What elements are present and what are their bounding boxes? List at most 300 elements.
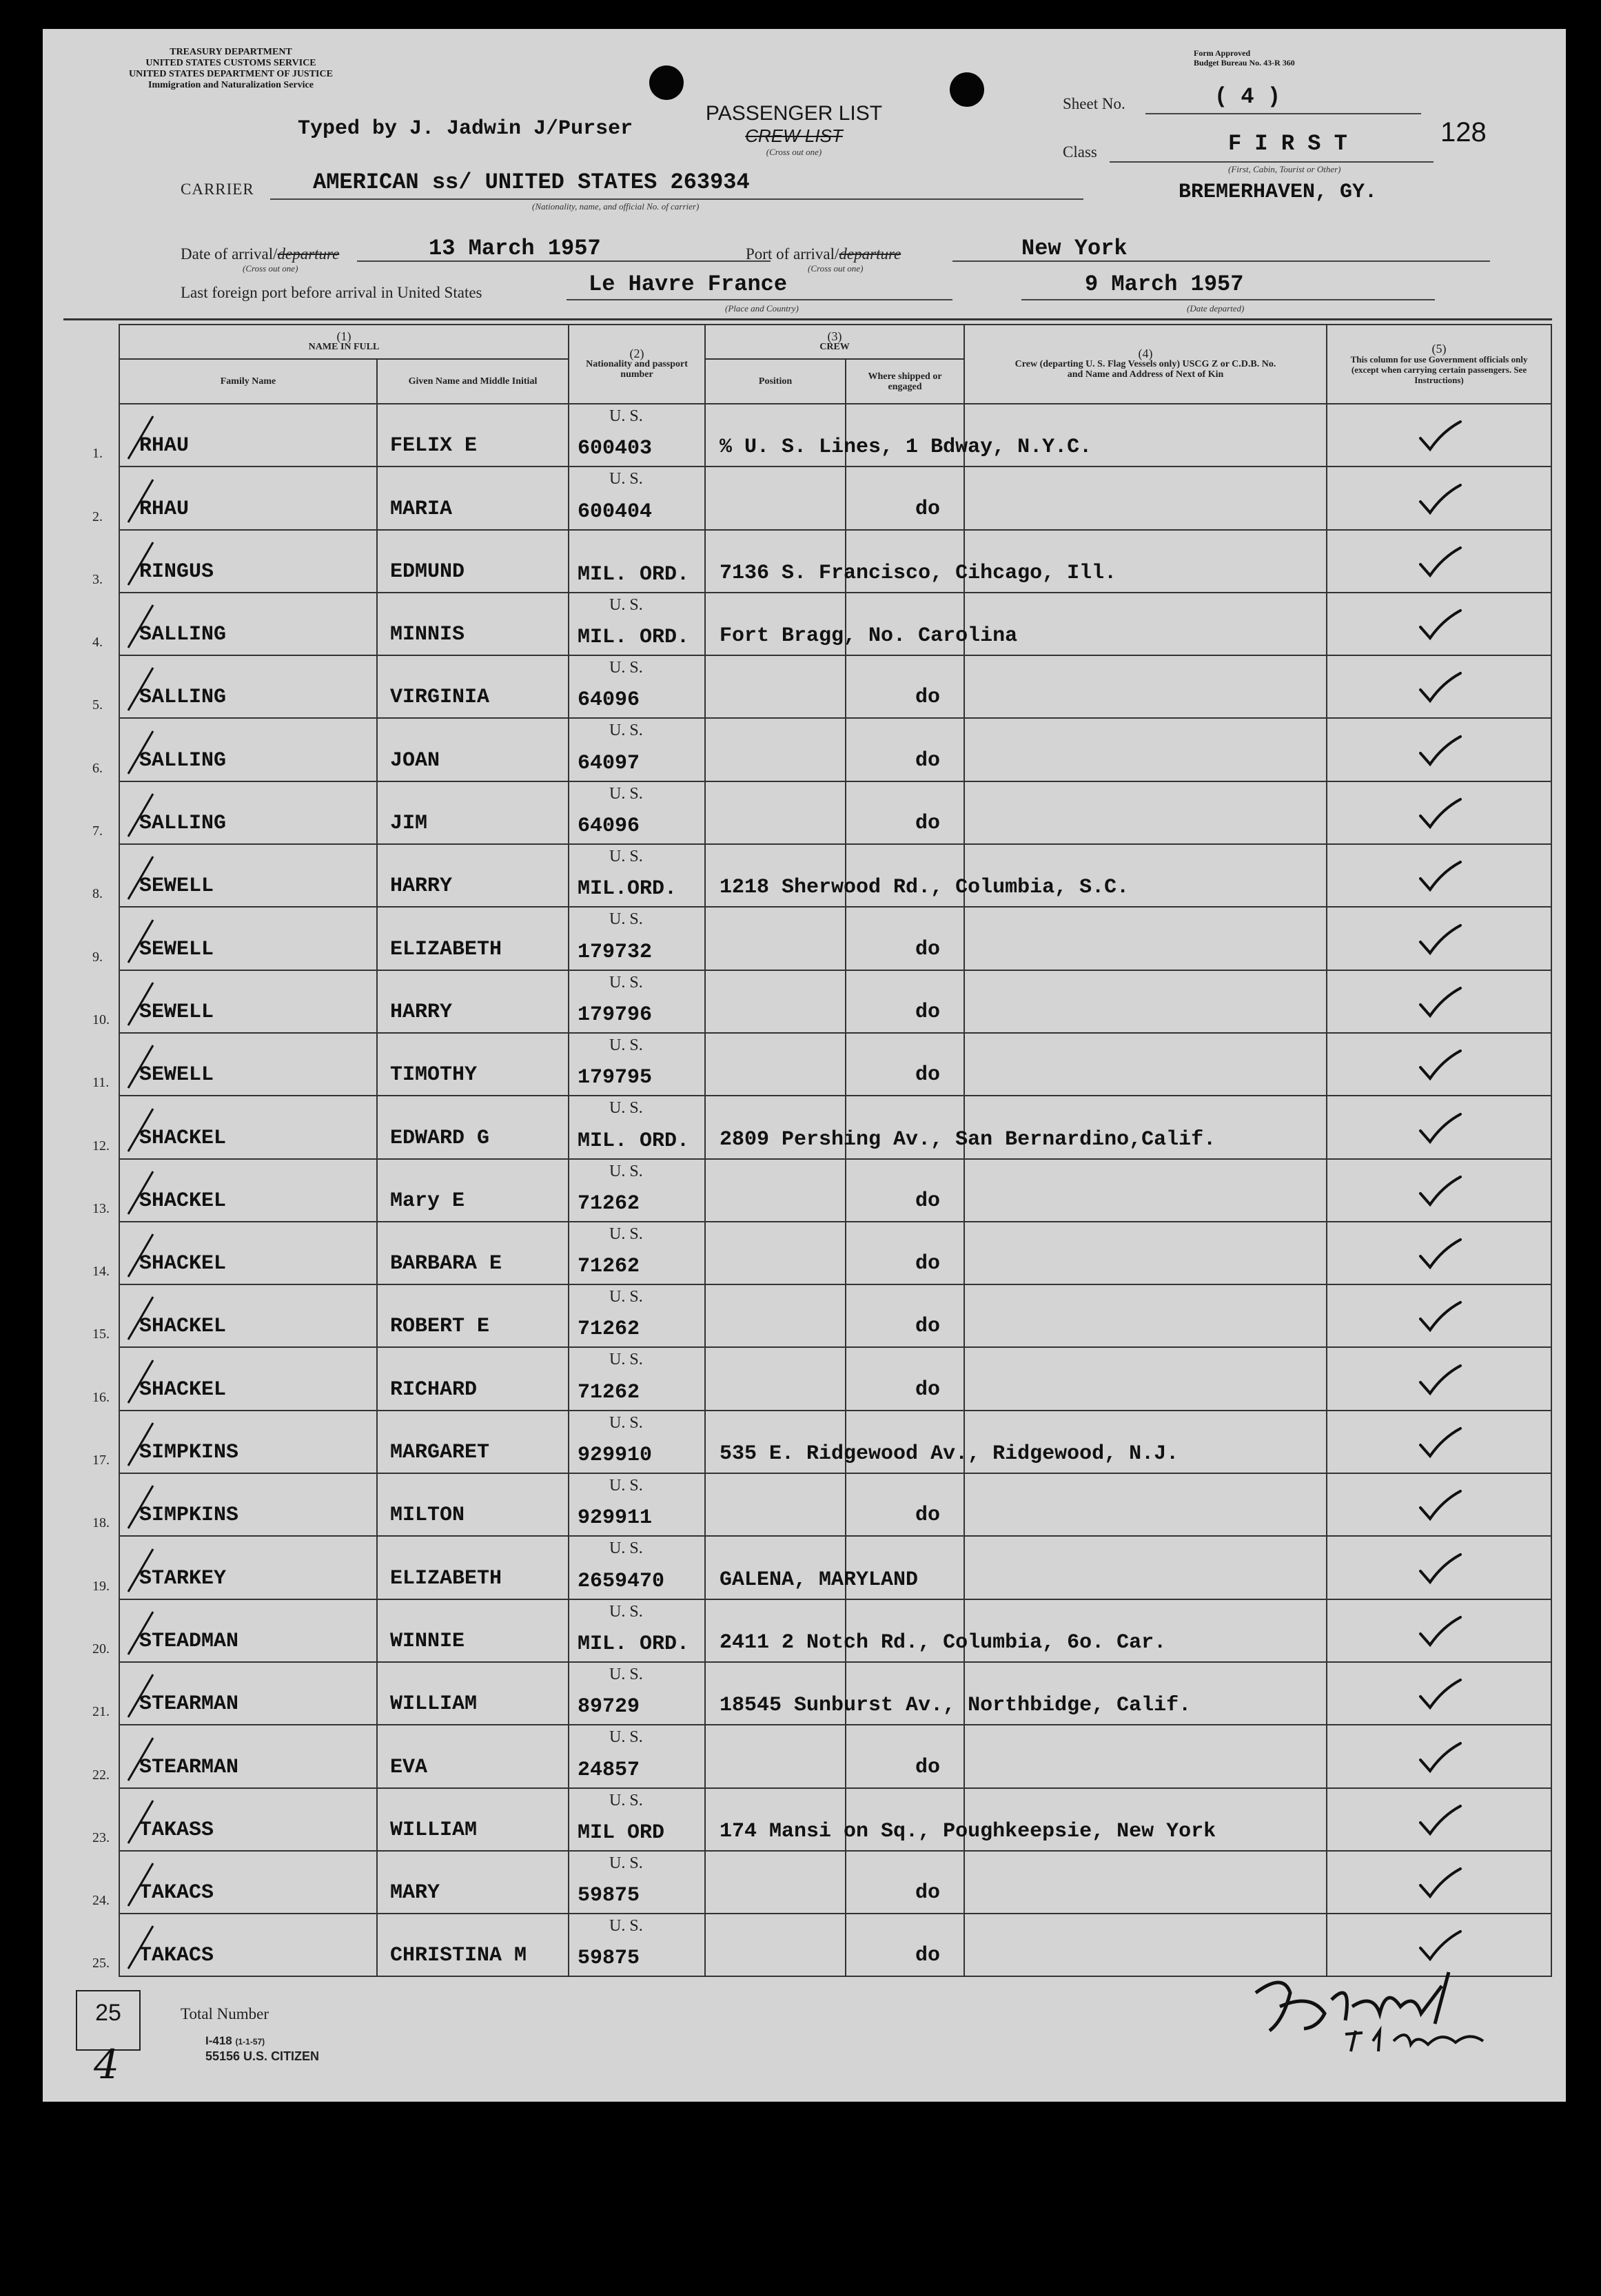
nationality: U. S. <box>609 1917 643 1936</box>
given-name: ELIZABETH <box>390 1566 502 1590</box>
list-type-crew: CREW LIST <box>745 125 843 146</box>
tick-slash-icon <box>125 1043 157 1091</box>
passport-number: 600403 <box>578 437 653 461</box>
official-check <box>1415 1444 1463 1467</box>
table-row <box>119 1411 1551 1473</box>
passport-number: 179732 <box>578 940 653 964</box>
position-cell <box>705 1599 1167 1662</box>
given-name-cell <box>377 655 569 718</box>
family-name-cell <box>92 655 377 718</box>
passport-number: 929911 <box>578 1506 653 1530</box>
punch-hole-left <box>649 65 684 100</box>
table-row <box>119 970 1551 1033</box>
given-name: EVA <box>390 1755 428 1779</box>
where-shipped-cell <box>846 1411 964 1473</box>
position-cell <box>705 530 1117 593</box>
official-check-cell <box>1327 1284 1551 1347</box>
given-name-cell <box>377 1914 569 1976</box>
form-approved-text: Form Approved <box>1194 48 1251 58</box>
table-row <box>119 593 1551 655</box>
where-shipped-cell <box>846 467 964 529</box>
position-cell <box>705 1411 1179 1473</box>
where-shipped-cell <box>846 1851 964 1914</box>
official-check <box>1415 814 1463 838</box>
official-check-cell <box>1327 530 1551 593</box>
check-mark-icon <box>1415 1363 1463 1397</box>
family-name: RHAU <box>139 497 190 521</box>
row-number: 8. <box>92 886 103 902</box>
next-of-kin-cell <box>964 1473 1327 1536</box>
given-name-cell <box>377 1725 569 1787</box>
tick-slash-icon <box>125 1735 157 1783</box>
where-shipped-cell <box>846 1473 964 1536</box>
next-of-kin-cell <box>964 593 1327 655</box>
col-5-title: This column for use Government officials only (except when carrying certain passengers. See Instructions) <box>1350 353 1528 385</box>
family-name-cell <box>92 1662 377 1725</box>
given-name-cell <box>377 1788 569 1851</box>
ditto-mark: do <box>915 1504 941 1528</box>
official-check <box>1415 1570 1463 1593</box>
given-name: VIRGINIA <box>390 686 490 710</box>
class-note: (First, Cabin, Tourist or Other) <box>1228 164 1341 174</box>
position-cell <box>705 718 846 781</box>
ditto-mark: do <box>915 937 941 961</box>
given-name: JIM <box>390 812 428 836</box>
given-name: TIMOTHY <box>390 1063 478 1087</box>
official-check-cell <box>1327 1473 1551 1536</box>
row-number: 7. <box>92 823 103 839</box>
tick-slash-icon <box>125 1861 157 1909</box>
dept-line: Immigration and Naturalization Service <box>148 80 314 90</box>
nationality: U. S. <box>609 595 643 614</box>
ditto-mark: do <box>915 1063 941 1087</box>
given-name: WINNIE <box>390 1629 465 1653</box>
passport-number: 71262 <box>578 1318 640 1342</box>
tick-slash-icon <box>125 1106 157 1154</box>
table-row <box>119 1536 1551 1599</box>
passport-number: 89729 <box>578 1695 640 1719</box>
given-name: ELIZABETH <box>390 937 502 961</box>
check-mark-icon <box>1415 1741 1463 1775</box>
nationality: U. S. <box>609 1854 643 1872</box>
form-no-text: I-418 <box>205 2034 232 2047</box>
col-3-num: (3) <box>827 329 842 343</box>
table-row <box>119 844 1551 907</box>
col-1-title: NAME IN FULL <box>308 342 380 352</box>
given-name: WILLIAM <box>390 1818 478 1842</box>
official-check <box>1415 941 1463 964</box>
date-arrival-label <box>181 245 339 263</box>
official-check-cell <box>1327 1725 1551 1787</box>
form-approved <box>1194 48 1295 68</box>
check-mark-icon <box>1415 734 1463 768</box>
given-name: MINNIS <box>390 623 465 647</box>
where-shipped-cell <box>846 1662 964 1725</box>
tick-slash-icon <box>125 1672 157 1720</box>
official-check-cell <box>1327 907 1551 970</box>
nationality-cell <box>569 1725 705 1787</box>
official-check-cell <box>1327 1411 1551 1473</box>
position-cell <box>705 655 846 718</box>
family-name-cell <box>92 781 377 844</box>
typed-by: Typed by J. Jadwin J/Purser <box>298 117 633 141</box>
row-number: 5. <box>92 697 103 713</box>
row-number: 23. <box>92 1829 110 1845</box>
nationality: U. S. <box>609 1099 643 1118</box>
nationality-cell <box>569 844 705 907</box>
tick-slash-icon <box>125 1483 157 1531</box>
sheet-label: Sheet No. <box>1063 95 1125 112</box>
family-name: SEWELL <box>139 1000 214 1024</box>
next-of-kin-cell <box>964 1284 1327 1347</box>
passport-number: 59875 <box>578 1884 640 1908</box>
passport-number: 71262 <box>578 1191 640 1216</box>
check-mark-icon <box>1415 1111 1463 1146</box>
row-number: 10. <box>92 1012 110 1027</box>
family-name: SALLING <box>139 623 227 647</box>
position-cell <box>705 1096 1216 1158</box>
next-of-kin-cell <box>964 655 1327 718</box>
check-mark-icon <box>1415 482 1463 517</box>
family-name: RHAU <box>139 434 190 458</box>
where-shipped-cell <box>846 404 964 467</box>
arrival-date: 13 March 1957 <box>429 236 601 261</box>
given-name-cell <box>377 1662 569 1725</box>
check-mark-icon <box>1415 1426 1463 1460</box>
where-shipped-cell <box>846 1788 964 1851</box>
position-cell <box>705 1284 846 1347</box>
col-where-shipped: Where shipped or engaged <box>846 359 964 404</box>
nationality: U. S. <box>609 1728 643 1747</box>
table-row <box>119 907 1551 970</box>
dept-line: TREASURY DEPARTMENT <box>170 47 292 57</box>
address-text: % U. S. Lines, 1 Bdway, N.Y.C. <box>720 435 1092 460</box>
row-number: 14. <box>92 1264 110 1280</box>
nationality-cell <box>569 781 705 844</box>
tick-slash-icon <box>125 854 157 902</box>
nationality-cell <box>569 1222 705 1284</box>
official-check-cell <box>1327 1347 1551 1410</box>
passenger-table <box>92 324 1552 1977</box>
tick-slash-icon <box>125 413 157 462</box>
nationality-cell <box>569 718 705 781</box>
address-text: GALENA, MARYLAND <box>720 1568 919 1592</box>
where-shipped-cell <box>846 1914 964 1976</box>
next-of-kin-cell <box>964 718 1327 781</box>
where-shipped-cell <box>846 530 964 593</box>
official-check <box>1415 500 1463 524</box>
family-name-cell <box>92 844 377 907</box>
position-cell <box>705 1159 846 1222</box>
place-note: (Place and Country) <box>725 303 799 314</box>
position-cell <box>705 1851 846 1914</box>
next-of-kin-cell <box>964 1159 1327 1222</box>
where-shipped-cell <box>846 970 964 1033</box>
where-shipped-cell <box>846 1725 964 1787</box>
official-check-cell <box>1327 1536 1551 1599</box>
nationality-cell <box>569 970 705 1033</box>
table-row <box>119 467 1551 529</box>
nationality-cell <box>569 1473 705 1536</box>
port-departure-crossed: departure <box>839 245 901 263</box>
tick-slash-icon <box>125 1546 157 1595</box>
address-text: 535 E. Ridgewood Av., Ridgewood, N.J. <box>720 1442 1179 1466</box>
row-number: 12. <box>92 1138 110 1154</box>
given-name-cell <box>377 1851 569 1914</box>
address-text: 174 Mansi on Sq., Poughkeepsie, New York <box>720 1819 1216 1843</box>
where-shipped-cell <box>846 1096 964 1158</box>
given-name-cell <box>377 1536 569 1599</box>
official-check <box>1415 1066 1463 1089</box>
where-shipped-cell <box>846 718 964 781</box>
check-mark-icon <box>1415 859 1463 894</box>
nationality-cell <box>569 1411 705 1473</box>
row-number: 2. <box>92 509 103 524</box>
nationality-cell <box>569 1662 705 1725</box>
next-of-kin-cell <box>964 1033 1327 1096</box>
tick-slash-icon <box>125 791 157 839</box>
family-name: STEADMAN <box>139 1629 239 1653</box>
nationality-cell <box>569 1914 705 1976</box>
list-type-note: (Cross out one) <box>766 147 822 157</box>
tick-slash-icon <box>125 980 157 1028</box>
list-type-passenger: PASSENGER LIST <box>705 102 883 125</box>
passport-number: 71262 <box>578 1380 640 1404</box>
table-row <box>119 1851 1551 1914</box>
address-text: 18545 Sunburst Av., Northbidge, Calif. <box>720 1694 1192 1718</box>
nationality-cell <box>569 404 705 467</box>
tick-slash-icon <box>125 1609 157 1657</box>
family-name: STARKEY <box>139 1566 227 1590</box>
col-1-num: (1) <box>336 329 351 343</box>
given-name-cell <box>377 1347 569 1410</box>
passport-number: MIL. ORD. <box>578 1632 690 1656</box>
nationality-cell <box>569 1536 705 1599</box>
passport-number: 24857 <box>578 1758 640 1782</box>
tick-slash-icon <box>125 1357 157 1406</box>
table-row <box>119 1725 1551 1787</box>
family-name-cell <box>92 1599 377 1662</box>
official-check-cell <box>1327 593 1551 655</box>
family-name: STEARMAN <box>139 1755 239 1779</box>
position-cell <box>705 1914 846 1976</box>
official-check <box>1415 563 1463 586</box>
row-number: 13. <box>92 1200 110 1216</box>
next-of-kin-cell <box>964 1536 1327 1599</box>
official-check-cell <box>1327 1662 1551 1725</box>
position-cell <box>705 1725 846 1787</box>
table-row <box>119 1033 1551 1096</box>
table-row <box>119 1662 1551 1725</box>
nationality: U. S. <box>609 1224 643 1243</box>
nationality: U. S. <box>609 1665 643 1683</box>
ditto-mark: do <box>915 1377 941 1402</box>
family-name-cell <box>92 1851 377 1914</box>
position-cell <box>705 1788 1216 1851</box>
family-name: SEWELL <box>139 937 214 961</box>
row-number: 16. <box>92 1389 110 1405</box>
position-cell <box>705 1536 919 1599</box>
total-label: Total Number <box>181 2005 269 2022</box>
official-check-cell <box>1327 1033 1551 1096</box>
row-number: 9. <box>92 949 103 965</box>
where-shipped-cell <box>846 844 964 907</box>
given-name: HARRY <box>390 874 453 899</box>
tick-slash-icon <box>125 917 157 965</box>
where-shipped-cell <box>846 1599 964 1662</box>
tick-slash-icon <box>125 728 157 777</box>
ditto-mark: do <box>915 812 941 836</box>
dept-line: UNITED STATES DEPARTMENT OF JUSTICE <box>129 69 333 79</box>
tick-slash-icon <box>125 1169 157 1217</box>
ditto-mark: do <box>915 497 941 521</box>
family-name-cell <box>92 1536 377 1599</box>
col-given-name: Given Name and Middle Initial <box>377 359 569 404</box>
official-check <box>1415 752 1463 775</box>
nationality-cell <box>569 1033 705 1096</box>
ditto-mark: do <box>915 1944 941 1968</box>
given-name: ROBERT E <box>390 1315 490 1339</box>
family-name: SHACKEL <box>139 1315 227 1339</box>
col-2-num: (2) <box>629 347 644 360</box>
official-check <box>1415 1632 1463 1656</box>
check-mark-icon <box>1415 1552 1463 1586</box>
given-name-cell <box>377 593 569 655</box>
given-name-cell <box>377 1284 569 1347</box>
tick-slash-icon <box>125 1294 157 1342</box>
row-number: 20. <box>92 1641 110 1657</box>
nationality: U. S. <box>609 1351 643 1369</box>
date-departure-crossed: departure <box>277 245 340 263</box>
address-text: Fort Bragg, No. Carolina <box>720 624 1018 648</box>
row-number: 25. <box>92 1956 110 1971</box>
nationality: U. S. <box>609 470 643 489</box>
arrival-port: New York <box>1021 236 1128 261</box>
passport-number: MIL ORD <box>578 1821 665 1845</box>
given-name: RICHARD <box>390 1377 478 1402</box>
col-4-title: Crew (departing U. S. Flag Vessels only) USCG Z or C.D.B. No. and Name and Address of Next of Kin <box>1014 359 1276 380</box>
ditto-mark: do <box>915 686 941 710</box>
given-name: FELIX E <box>390 434 478 458</box>
given-name: BARBARA E <box>390 1252 502 1276</box>
where-shipped-cell <box>846 593 964 655</box>
official-check-cell <box>1327 1851 1551 1914</box>
check-mark-icon <box>1415 1929 1463 1963</box>
where-shipped-cell <box>846 907 964 970</box>
table-row <box>119 1284 1551 1347</box>
ditto-mark: do <box>915 1881 941 1905</box>
passport-number: 64097 <box>578 751 640 775</box>
tick-slash-icon <box>125 1231 157 1280</box>
table-row <box>119 1159 1551 1222</box>
page-number: 128 <box>1440 117 1487 147</box>
nationality-cell <box>569 1284 705 1347</box>
table-row <box>119 1599 1551 1662</box>
form-number <box>205 2034 265 2048</box>
port-arrival-text: Port of arrival/ <box>746 245 839 263</box>
passport-number: MIL. ORD. <box>578 562 690 586</box>
nationality-cell <box>569 530 705 593</box>
family-name-cell <box>92 1473 377 1536</box>
family-name: SALLING <box>139 812 227 836</box>
official-check-cell <box>1327 404 1551 467</box>
family-name: SALLING <box>139 748 227 772</box>
check-mark-icon <box>1415 797 1463 831</box>
nationality: U. S. <box>609 973 643 992</box>
carrier-note: (Nationality, name, and official No. of carrier) <box>532 201 700 212</box>
given-name: CHRISTINA M <box>390 1944 527 1968</box>
passport-number: 2659470 <box>578 1569 665 1593</box>
official-check <box>1415 1381 1463 1404</box>
origin-port: BREMERHAVEN, GY. <box>1179 181 1378 204</box>
given-name-cell <box>377 1473 569 1536</box>
passport-number: 929910 <box>578 1444 653 1468</box>
next-of-kin-cell <box>964 781 1327 844</box>
family-name-cell <box>92 530 377 593</box>
nationality: U. S. <box>609 784 643 803</box>
official-check <box>1415 1821 1463 1845</box>
nationality: U. S. <box>609 1162 643 1180</box>
family-name: STEARMAN <box>139 1692 239 1716</box>
family-name: RINGUS <box>139 560 214 584</box>
nationality: U. S. <box>609 1477 643 1495</box>
check-mark-icon <box>1415 419 1463 453</box>
date-departed-note: (Date departed) <box>1187 303 1245 314</box>
ditto-mark: do <box>915 1189 941 1213</box>
tick-slash-icon <box>125 477 157 525</box>
ditto-mark: do <box>915 1000 941 1024</box>
nationality: U. S. <box>609 1036 643 1054</box>
official-check-cell <box>1327 781 1551 844</box>
given-name: HARRY <box>390 1000 453 1024</box>
col-4-num: (4) <box>1138 347 1153 360</box>
col-family-name: Family Name <box>119 359 377 404</box>
passport-number: MIL. ORD. <box>578 1129 690 1153</box>
row-number: 1. <box>92 446 103 462</box>
where-shipped-cell <box>846 1033 964 1096</box>
nationality-cell <box>569 1599 705 1662</box>
family-name-cell <box>92 907 377 970</box>
passport-number: 179796 <box>578 1003 653 1027</box>
family-name-cell <box>92 467 377 529</box>
passport-number: 59875 <box>578 1947 640 1971</box>
passport-number: MIL.ORD. <box>578 877 677 901</box>
dept-line: UNITED STATES CUSTOMS SERVICE <box>145 58 316 68</box>
passport-number: MIL. ORD. <box>578 626 690 650</box>
family-name: SIMPKINS <box>139 1441 239 1465</box>
official-check-cell <box>1327 1788 1551 1851</box>
family-name-cell <box>92 1222 377 1284</box>
given-name-cell <box>377 467 569 529</box>
official-check <box>1415 1695 1463 1719</box>
nationality-cell <box>569 907 705 970</box>
tick-slash-icon <box>125 540 157 588</box>
given-name: MARGARET <box>390 1441 490 1465</box>
official-check-cell <box>1327 1096 1551 1158</box>
table-row <box>119 718 1551 781</box>
sheet-value: ( 4 ) <box>1214 84 1281 110</box>
position-cell <box>705 844 1130 907</box>
given-name-cell <box>377 1599 569 1662</box>
nationality: U. S. <box>609 1288 643 1306</box>
nationality-cell <box>569 593 705 655</box>
port-cross-note: (Cross out one) <box>808 263 864 274</box>
dept-block <box>69 47 393 91</box>
given-name-cell <box>377 1159 569 1222</box>
official-check-cell <box>1327 718 1551 781</box>
ditto-mark: do <box>915 748 941 772</box>
row-number: 21. <box>92 1704 110 1720</box>
